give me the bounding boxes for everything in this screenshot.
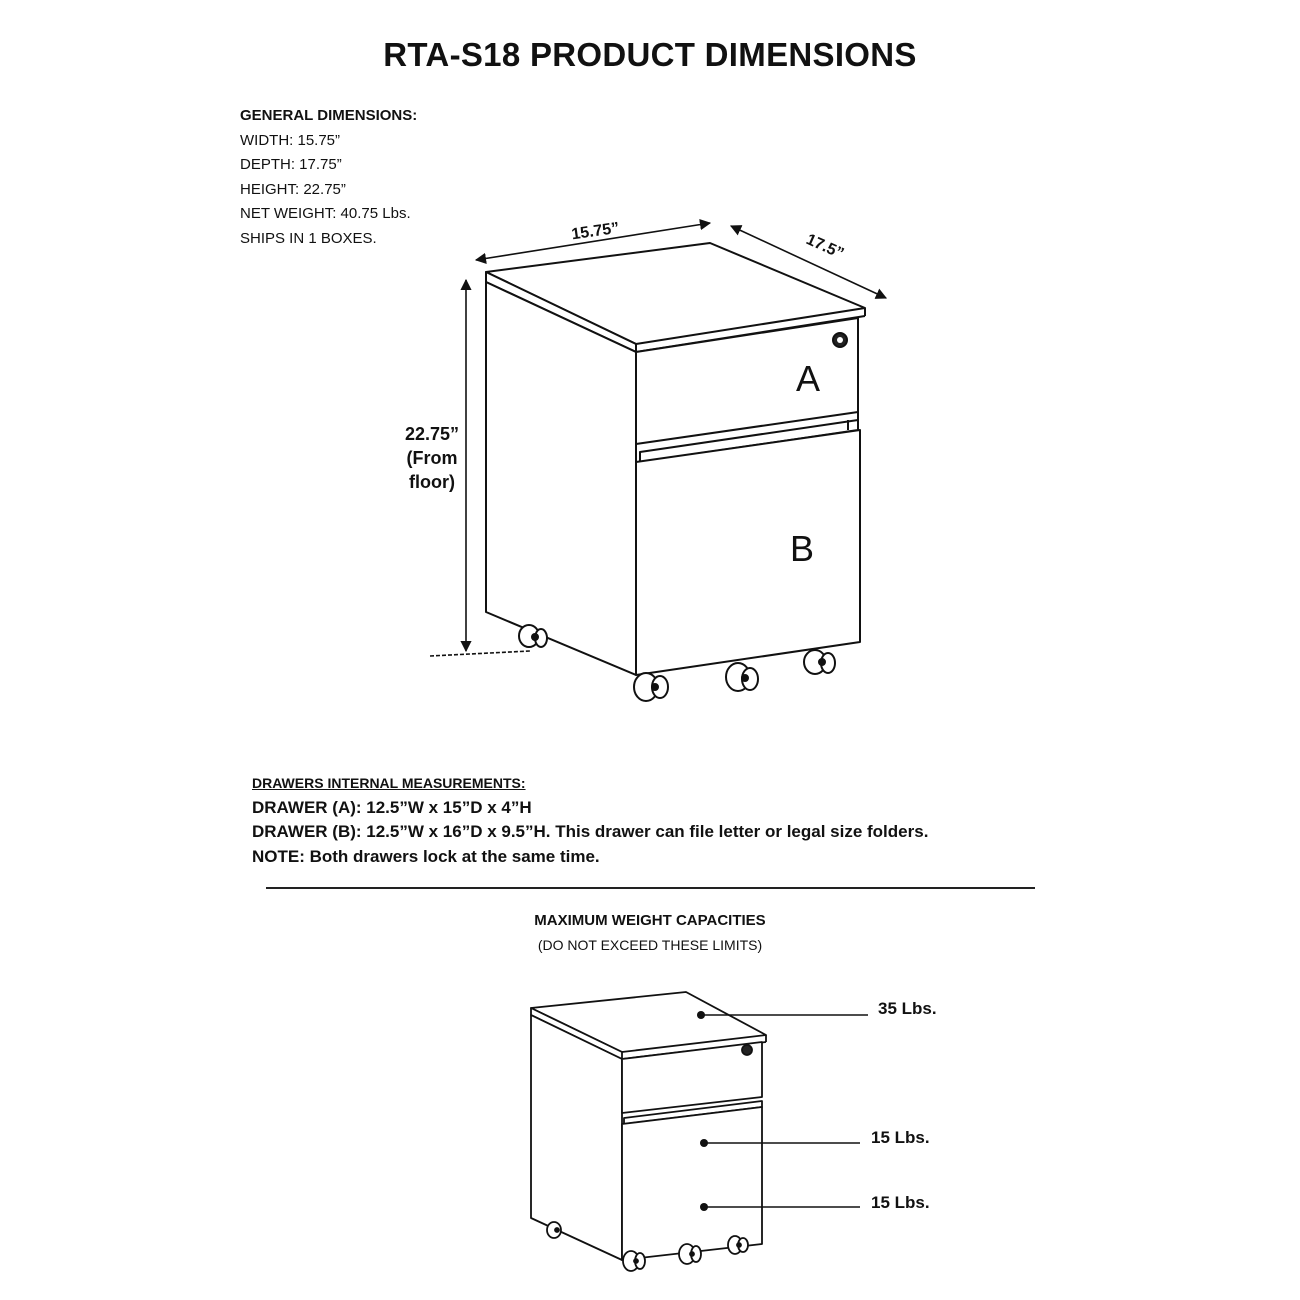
- drawer-a-measurement: DRAWER (A): 12.5”W x 15”D x 4”H: [252, 797, 532, 817]
- drawer-b-front: [636, 430, 860, 675]
- capacities-subheading: (DO NOT EXCEED THESE LIMITS): [537, 937, 763, 953]
- drawer-lower-point-marker: [700, 1203, 708, 1211]
- capacities-heading: MAXIMUM WEIGHT CAPACITIES: [534, 912, 766, 929]
- top-capacity-label: 35 Lbs.: [878, 999, 937, 1018]
- small-cabinet-side: [531, 1015, 622, 1260]
- caster-icon: [728, 1236, 748, 1254]
- width-spec: WIDTH: 15.75”: [240, 131, 341, 149]
- depth-label: 17.5”: [803, 231, 847, 263]
- caster-icon: [623, 1251, 645, 1271]
- height-label-line2: (From: [406, 448, 458, 468]
- main-cabinet-diagram: [486, 243, 865, 701]
- lock-note: NOTE: Both drawers lock at the same time.: [252, 846, 600, 866]
- caster-icon: [679, 1244, 701, 1264]
- boxes-spec: SHIPS IN 1 BOXES.: [240, 229, 377, 247]
- cabinet-side: [486, 282, 636, 675]
- drawers-internal-measurements: [252, 771, 928, 869]
- weight-spec: NET WEIGHT: 40.75 Lbs.: [240, 205, 411, 222]
- small-drawer-b-front: [622, 1107, 762, 1260]
- capacity-cabinet-diagram: [531, 992, 766, 1271]
- general-dimensions-heading: GENERAL DIMENSIONS:: [240, 107, 418, 124]
- caster-icon: [547, 1222, 561, 1238]
- section-divider: [266, 887, 1035, 889]
- drawer-b-label: B: [789, 528, 815, 569]
- caster-icon: [726, 663, 758, 691]
- height-label-line1: 22.75”: [404, 424, 460, 444]
- lock-icon: [742, 1045, 752, 1055]
- drawer-b-measurement: DRAWER (B): 12.5”W x 16”D x 9.5”H. This drawer can file letter or legal size folders.: [252, 822, 929, 841]
- drawer-upper-capacity-label: 15 Lbs.: [871, 1128, 930, 1147]
- lock-icon: [833, 333, 847, 347]
- top-point-marker: [697, 1011, 705, 1019]
- caster-icon: [804, 650, 835, 674]
- drawers-heading: DRAWERS INTERNAL MEASUREMENTS:: [252, 775, 526, 791]
- width-label: 15.75”: [570, 219, 621, 244]
- small-drawer-a-front: [622, 1042, 762, 1113]
- drawer-a-label: A: [795, 358, 821, 399]
- floor-line: [430, 651, 530, 656]
- height-label-line3: floor): [409, 472, 455, 492]
- drawer-lower-capacity-label: 15 Lbs.: [871, 1193, 930, 1212]
- height-spec: HEIGHT: 22.75”: [240, 180, 346, 198]
- depth-spec: DEPTH: 17.75”: [240, 156, 342, 173]
- drawer-upper-point-marker: [700, 1139, 708, 1147]
- page-title: RTA-S18 PRODUCT DIMENSIONS: [383, 36, 917, 73]
- caster-icon: [634, 673, 668, 701]
